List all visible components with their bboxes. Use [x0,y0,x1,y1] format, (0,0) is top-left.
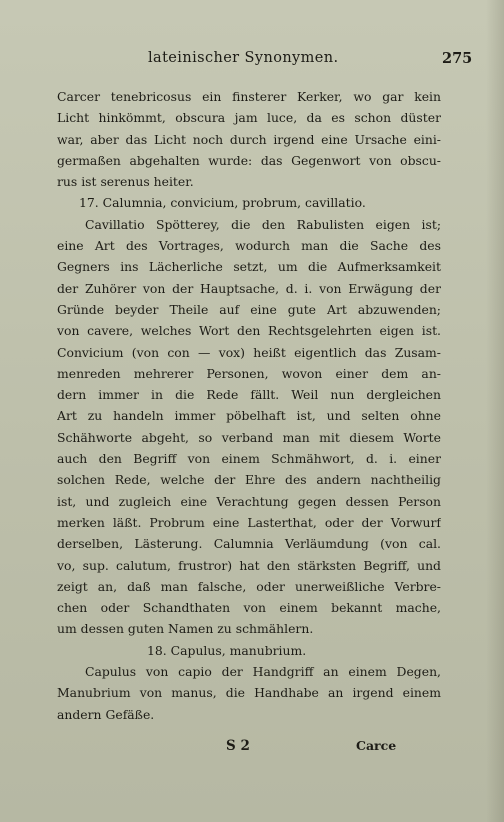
text-line: Cavillatio Spötterey, die den Rabulisten eigen ist; [85,216,441,232]
text-line: Convicium (von con — vox) heißt eigentlich das Zusam- [57,344,441,360]
text-line: merken läßt. Probrum eine Lasterthat, oder der Vorwurf [57,514,441,530]
text-line: chen oder Schandthaten von einem bekannt mache, [57,600,441,616]
text-line: derselben, Lästerung. Calumnia Verläumdung (von cal. [57,536,441,552]
text-line: andern Gefäße. [57,706,155,722]
text-line: vo, sup. calutum, frustror) hat den stärksten Begriff, und [57,557,441,573]
text-line: menreden mehrerer Personen, wovon einer dem an- [57,365,441,381]
text-line: eine Art des Vortrages, wodurch man die Sache des [57,238,441,254]
text-line: Licht hinkömmt, obscura jam luce, da es schon düster [57,110,441,126]
text-line: Carcer tenebricosus ein finsterer Kerker, wo gar kein [57,89,441,104]
text-line: Gründe beyder Theile auf eine gute Art abzuwenden; [57,301,441,317]
page-edge-shadow [486,0,504,822]
running-head [0,50,504,72]
text-line: von cavere, welches Wort den Rechtsgelehrten eigen ist. [57,323,441,339]
text-line: dern immer in die Rede fällt. Weil nun dergleichen [57,387,441,403]
page-number: 275 [442,50,473,67]
section-heading-17: 17. Calumnia, convicium, probrum, cavillatio. [79,195,366,211]
text-line: rus ist serenus heiter. [57,174,194,190]
section-heading-18: 18. Capulus, manubrium. [147,642,307,658]
text-line: Gegners ins Lächerliche setzt, um die Aufmerksamkeit [57,259,441,275]
catchword: Carce [356,738,397,753]
signature-mark: S 2 [226,738,250,754]
body-text [57,86,441,725]
text-line: auch den Begriff von einem Schmähwort, d. i. einer [57,451,441,467]
text-line: ist, und zugleich eine Verachtung gegen dessen Person [57,493,441,509]
text-line: Art zu handeln immer pöbelhaft ist, und selten ohne [57,408,441,424]
text-line: um dessen guten Namen zu schmählern. [57,621,314,637]
text-line: der Zuhörer von der Hauptsache, d. i. von Erwägung der [57,280,441,296]
text-line: Manubrium von manus, die Handhabe an irgend einem [57,685,441,701]
text-line: war, aber das Licht noch durch irgend eine Ursache eini- [57,131,441,147]
running-head-title: lateinischer Synonymen. [148,50,339,66]
text-line: solchen Rede, welche der Ehre des andern nachtheilig [57,472,441,488]
page-footer [0,738,504,760]
text-line: Capulus von capio der Handgriff an einem Degen, [85,664,441,680]
text-line: zeigt an, daß man falsche, oder unerweißliche Verbre- [57,578,441,594]
text-line: germaßen abgehalten wurde: das Gegenwort von obscu- [57,152,441,168]
text-line: Schähworte abgeht, so verband man mit diesem Worte [57,429,441,445]
